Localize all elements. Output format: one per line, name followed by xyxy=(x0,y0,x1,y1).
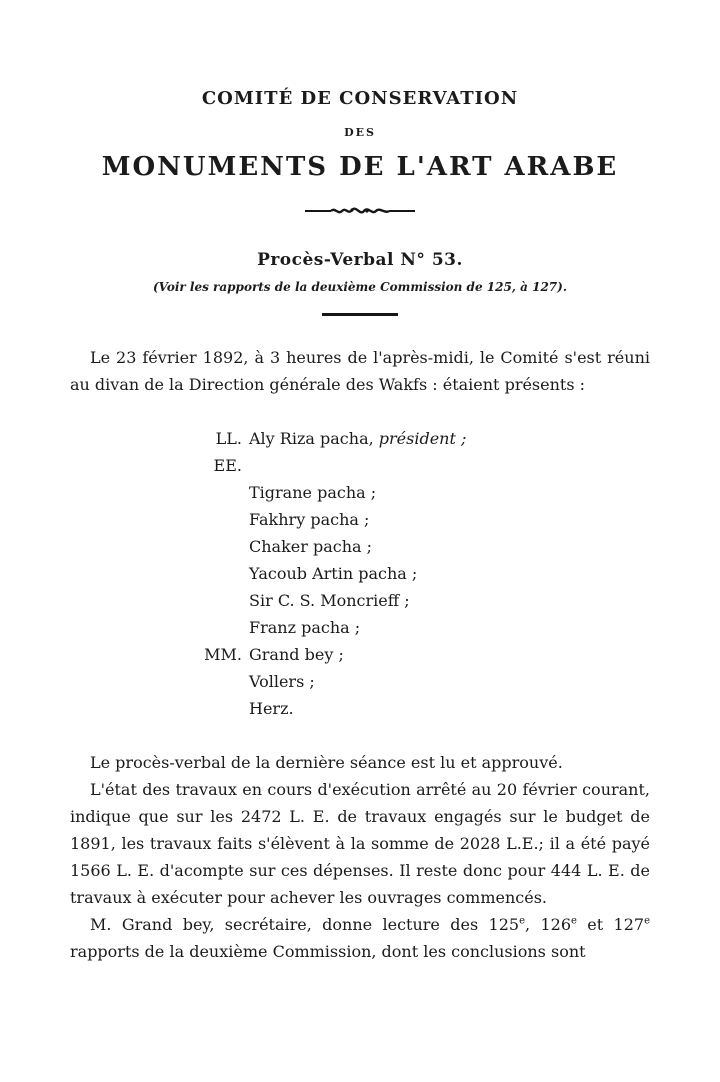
ornament-squiggle-icon xyxy=(305,204,415,218)
list-item xyxy=(188,587,650,614)
lecture-text: M. Grand bey, secrétaire, donne lecture des 125 xyxy=(90,915,520,934)
attendee-label: LL. EE. xyxy=(213,429,242,475)
attendee-label: MM. xyxy=(204,645,242,664)
attendee-name: Yacoub Artin pacha ; xyxy=(249,564,418,583)
attendee-label xyxy=(188,668,242,695)
attendee-name: Sir C. S. Moncrieff ; xyxy=(249,591,410,610)
list-item xyxy=(188,695,650,722)
intro-paragraph: Le 23 février 1892, à 3 heures de l'après-midi, le Comité s'est réuni au divan de la Direction générale des Wakfs : étaient présents : xyxy=(70,348,650,394)
ordinal-superscript: e xyxy=(519,915,526,927)
attendee-name: Herz. xyxy=(249,699,294,718)
list-item xyxy=(188,560,650,587)
list-item xyxy=(188,506,650,533)
works-status-paragraph: L'état des travaux en cours d'exécution arrêté au 20 février courant, indique que sur les 2472 L. E. de travaux engagés sur le budget de 1891, les travaux faits s'élèvent à la somme de 2028 L.E.; il a été payé 1566 L. E. d'acompte sur ces dépenses. Il reste donc pour 444 L. E. de travaux à exécuter pour achever les ouvrages commencés. xyxy=(70,780,650,907)
ordinal-superscript: e xyxy=(571,915,577,927)
attendee-label xyxy=(188,506,242,533)
proces-verbal-title: Procès-Verbal N° 53. xyxy=(257,250,463,270)
lecture-paragraph xyxy=(70,911,650,965)
ornament-divider xyxy=(0,204,720,218)
attendee-name: Vollers ; xyxy=(249,672,315,691)
attendee-name: Fakhry pacha ; xyxy=(249,510,370,529)
lecture-text: , 126 xyxy=(525,915,572,934)
committee-heading: COMITÉ DE CONSERVATION xyxy=(201,88,519,109)
attendee-label xyxy=(188,533,242,560)
list-item xyxy=(188,533,650,560)
attendees-list xyxy=(188,425,650,722)
list-item xyxy=(188,668,650,695)
main-title: MONUMENTS DE L'ART ARABE xyxy=(101,152,619,182)
attendee-name: Chaker pacha ; xyxy=(249,537,373,556)
des-heading: DES xyxy=(344,126,376,139)
ordinal-superscript: e xyxy=(644,915,651,927)
attendee-name: Tigrane pacha ; xyxy=(249,483,377,502)
list-item xyxy=(188,425,650,479)
document-body xyxy=(70,344,650,965)
lecture-text: et 127 xyxy=(576,915,645,934)
short-rule-divider xyxy=(322,313,398,316)
approval-paragraph: Le procès-verbal de la dernière séance est lu et approuvé. xyxy=(90,753,563,772)
lecture-text: rapports de la deuxième Commission, dont les conclusions sont xyxy=(70,942,586,961)
attendee-label xyxy=(188,695,242,722)
attendee-label xyxy=(188,479,242,506)
list-item xyxy=(188,614,650,641)
attendee-label xyxy=(188,614,242,641)
list-item xyxy=(188,479,650,506)
reference-note: (Voir les rapports de la deuxième Commission de 125, à 127). xyxy=(152,280,568,294)
attendee-name-text: Aly Riza pacha, xyxy=(249,429,379,448)
list-item xyxy=(188,641,650,668)
attendee-label xyxy=(188,587,242,614)
attendee-name: Grand bey ; xyxy=(249,645,344,664)
attendee-label xyxy=(188,560,242,587)
attendee-name xyxy=(249,425,466,479)
attendee-name: Franz pacha ; xyxy=(249,618,361,637)
attendee-role-italic: président ; xyxy=(378,429,467,448)
document-header xyxy=(0,0,720,218)
